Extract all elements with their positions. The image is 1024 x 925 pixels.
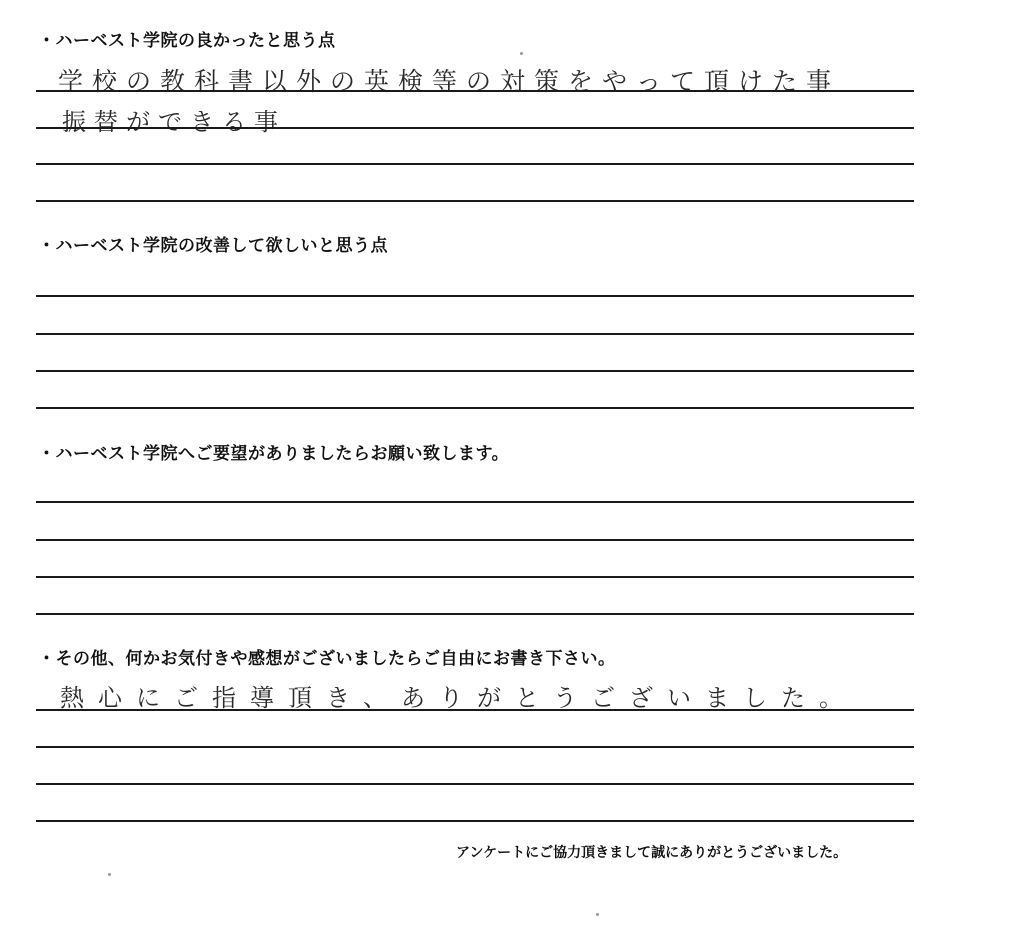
handwritten-answer: 熱心にご指導頂き、ありがとうございました。	[60, 684, 858, 712]
answer-line	[36, 163, 914, 165]
answer-line	[36, 746, 914, 748]
answer-line	[36, 539, 914, 541]
handwritten-answer: 振替ができる事	[62, 108, 286, 136]
answer-line	[36, 333, 914, 335]
section-heading: ・ハーベスト学院の良かったと思う点	[38, 31, 336, 51]
answer-line	[36, 407, 914, 409]
scan-speck	[108, 873, 111, 876]
handwritten-answer: 学校の教科書以外の英検等の対策をやって頂けた事	[58, 67, 841, 96]
answer-line	[36, 613, 914, 615]
thank-you-footer: アンケートにご協力頂きまして誠にありがとうございました。	[456, 845, 848, 861]
answer-line	[36, 709, 914, 711]
scan-speck	[520, 52, 523, 55]
answer-line	[36, 295, 914, 297]
answer-line	[36, 783, 914, 785]
scan-speck	[596, 913, 599, 916]
section-heading: ・ハーベスト学院へご要望がありましたらお願い致します。	[38, 444, 510, 464]
answer-line	[36, 501, 914, 503]
answer-line	[36, 576, 914, 578]
section-heading: ・ハーベスト学院の改善して欲しいと思う点	[38, 236, 388, 256]
answer-line	[36, 370, 914, 372]
section-heading: ・その他、何かお気付きや感想がございましたらご自由にお書き下さい。	[38, 649, 616, 669]
answer-line	[36, 820, 914, 822]
answer-line	[36, 200, 914, 202]
answer-line	[36, 90, 914, 92]
answer-line	[36, 127, 914, 129]
